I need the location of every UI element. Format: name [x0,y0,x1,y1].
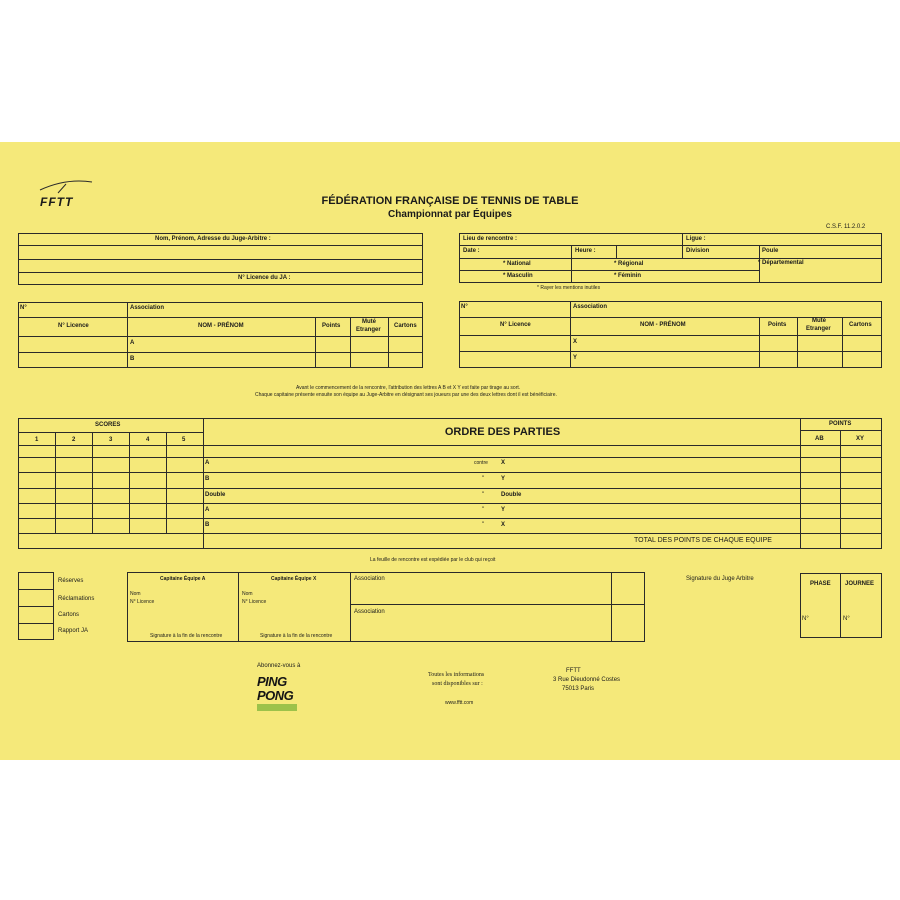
team-a-row-b: B [130,356,135,362]
check-rapport-ja[interactable]: Rapport JA [58,628,89,634]
abonnez-text: Abonnez-vous à [257,663,301,669]
set-4-header: 4 [146,437,150,443]
ligue-label: Ligue : [686,236,706,242]
referee-name-label: Nom, Prénom, Adresse du Juge-Arbitre : [155,236,271,242]
national-option[interactable]: * National [503,261,531,267]
match-row-1-mid: contre [474,460,488,466]
team-a-points-header: Points [322,323,341,329]
captain-x-licence: N° Licence [242,599,267,605]
expedition-note: La feuille de rencontre est expédiée par le club qui reçoit [370,557,496,563]
ordre-des-parties-title: ORDRE DES PARTIES [444,426,561,438]
match-row-3-left: Double [205,492,226,498]
match-row-5-left: B [205,522,210,528]
match-row-3-mid: " [482,492,485,498]
footer-address-1: 3 Rue Dieudonné Costes [553,677,621,683]
date-label: Date : [463,248,480,254]
poule-label: Poule [762,248,779,254]
departemental-option[interactable]: * Départemental [758,260,804,266]
website-link[interactable]: www.fftt.com [445,700,474,706]
team-x-association: Association [573,304,608,310]
team-x-nom-header: NOM - PRÉNOM [640,322,686,328]
ping-pong-logo[interactable] [255,672,305,720]
team-x-etranger-header: Etranger [806,326,831,332]
captain-association-2: Association [354,609,385,615]
team-a-nom-header: NOM - PRÉNOM [198,323,244,329]
points-xy-header: XY [856,436,865,442]
lieu-label: Lieu de rencontre : [463,236,518,242]
footer-org: FFTT [566,668,581,674]
ping-pong-logo-line-1: PING [257,674,287,689]
masculin-option[interactable]: * Masculin [503,273,533,279]
team-x-row-x: X [573,339,578,345]
team-x-licence-header: N° Licence [500,322,531,328]
regional-option[interactable]: * Régional [614,261,644,267]
captain-a-licence: N° Licence [130,599,155,605]
match-row-2-mid: " [482,476,485,482]
set-3-header: 3 [109,437,113,443]
match-row-3-right: Double [501,492,522,498]
match-row-1-right: X [501,460,506,466]
rayer-note: * Rayer les mentions inutiles [537,285,601,291]
team-a-mute-header: Muté [362,319,376,325]
scores-title: SCORES [95,422,121,428]
ping-pong-logo-bar [257,704,297,711]
set-2-header: 2 [72,437,76,443]
team-a-row-a: A [130,340,135,346]
phase-label: PHASE [810,581,831,587]
info-line-1: Toutes les informations [428,672,485,678]
check-reclamations[interactable]: Réclamations [58,596,95,602]
match-row-5-mid: " [482,522,485,528]
feminin-option[interactable]: * Féminin [614,273,642,279]
heure-label: Heure : [575,248,596,254]
signature-ja-label: Signature du Juge Arbitre [686,576,754,582]
set-1-header: 1 [35,437,39,443]
points-title: POINTS [829,421,852,427]
form-code: C.S.F. 11.2.0.2 [826,224,866,230]
check-cartons[interactable]: Cartons [58,612,80,618]
page-title: FÉDÉRATION FRANÇAISE DE TENNIS DE TABLE [321,195,579,207]
check-reserves[interactable]: Réserves [58,578,84,584]
match-row-2-left: B [205,476,210,482]
captain-a-signature: Signature à la fin de la rencontre [150,633,223,639]
team-a-licence-header: N° Licence [58,323,89,329]
captain-x-signature: Signature à la fin de la rencontre [260,633,333,639]
division-label: Division [686,248,710,254]
points-ab-header: AB [815,436,824,442]
match-row-1-left: A [205,460,210,466]
ping-pong-logo-line-2: PONG [257,688,294,703]
match-row-4-mid: " [482,507,485,513]
captain-a-label: Capitaine Équipe A [160,576,206,582]
page-subtitle: Championnat par Équipes [388,209,512,220]
team-a-etranger-header: Etranger [356,327,381,333]
set-5-header: 5 [182,437,186,443]
footer-address-2: 75013 Paris [562,686,595,692]
match-row-2-right: Y [501,476,506,482]
captain-x-nom: Nom [242,591,253,597]
phase-no: N° [802,616,809,622]
team-x-points-header: Points [768,322,787,328]
captain-a-nom: Nom [130,591,141,597]
team-a-table[interactable] [18,302,423,368]
team-a-cartons-header: Cartons [394,323,417,329]
captain-association-1: Association [354,576,385,582]
note-line-1: Avant le commencement de la rencontre, l'attribution des lettres A B et X Y est faite par tirage au sort. [296,385,521,391]
team-x-row-y: Y [573,355,578,361]
team-x-cartons-header: Cartons [849,322,872,328]
match-row-4-left: A [205,507,210,513]
captain-x-label: Capitaine Équipe X [271,576,317,582]
logo-text: FFTT [40,195,74,209]
total-points-label: TOTAL DES POINTS DE CHAQUE EQUIPE [634,537,772,544]
team-x-mute-header: Muté [812,318,826,324]
team-a-association: Association [130,305,165,311]
journee-label: JOURNEE [845,581,875,587]
journee-no: N° [843,616,850,622]
team-x-no: N° [461,304,468,310]
referee-licence-label: N° Licence du JA : [238,275,291,281]
team-a-no: N° [20,305,27,311]
info-line-2: sont disponibles sur : [432,681,483,687]
match-row-4-right: Y [501,507,506,513]
match-row-5-right: X [501,522,506,528]
note-line-2: Chaque capitaine présente ensuite son équipe au Juge-Arbitre en désignant ses joueurs par une des deux lettres dont il est bénéficiaire. [255,392,557,398]
